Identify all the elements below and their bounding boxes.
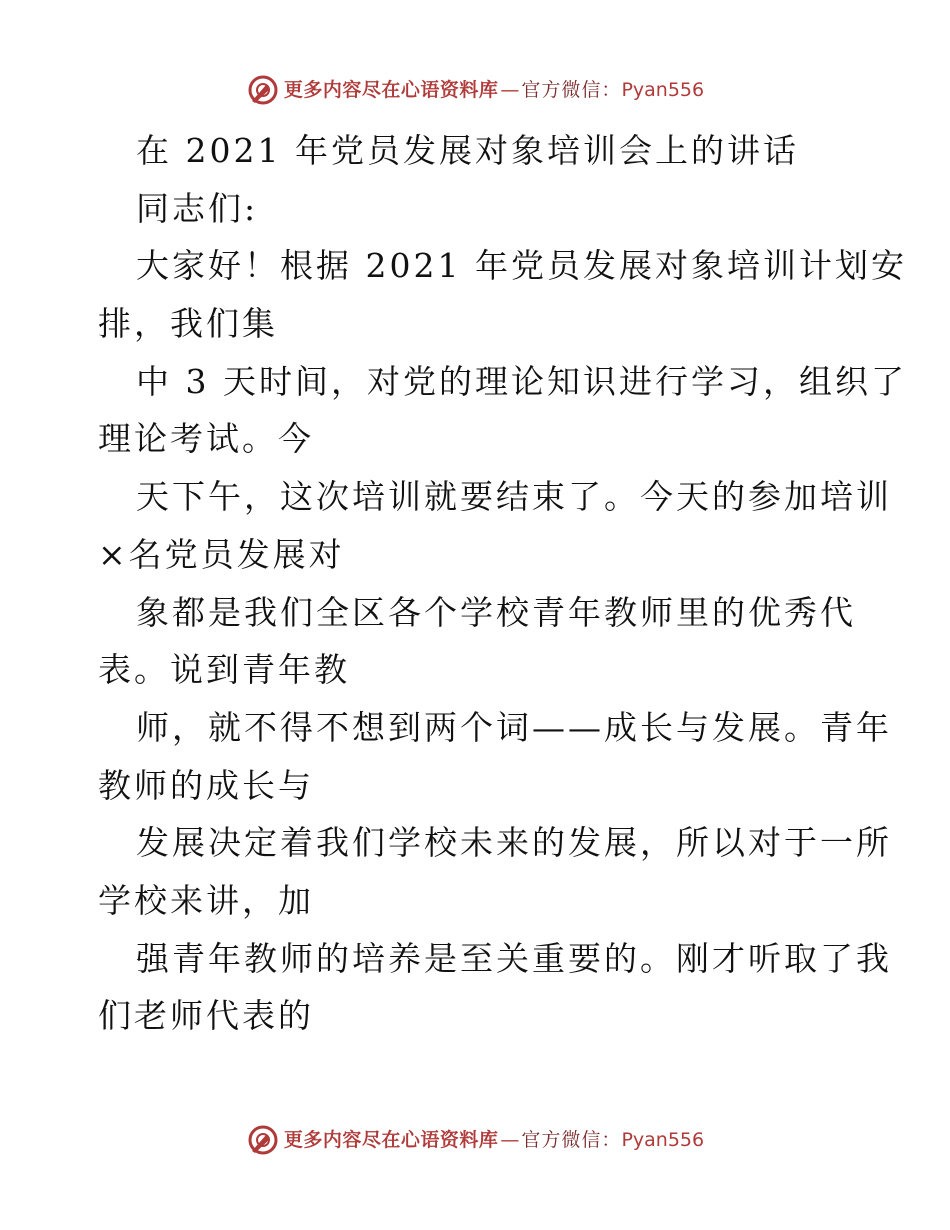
- watermark-brand-text: 更多内容尽在心语资料库: [283, 1129, 499, 1151]
- pen-nib-logo-icon: [246, 73, 280, 107]
- paragraph-line: 大家好！根据 2021 年党员发展对象培训计划安: [136, 246, 907, 286]
- paragraph-line: 中 3 天时间，对党的理论知识进行学习，组织了: [136, 361, 907, 401]
- header-watermark: [0, 70, 950, 110]
- paragraph-line: 表。说到青年教: [98, 650, 350, 690]
- watermark-wechat-id: Pyan556: [621, 79, 705, 101]
- paragraph-line: 教师的成长与: [98, 765, 314, 805]
- paragraph-line: 天下午，这次培训就要结束了。今天的参加培训: [136, 477, 892, 517]
- salutation: 同志们:: [136, 188, 259, 228]
- watermark-brand-text: 更多内容尽在心语资料库: [283, 79, 499, 101]
- pen-nib-logo-icon: [246, 1123, 280, 1157]
- paragraph-line: 象都是我们全区各个学校青年教师里的优秀代: [136, 592, 856, 632]
- paragraph-line: 师，就不得不想到两个词——成长与发展。青年: [136, 707, 892, 747]
- paragraph-line: 强青年教师的培养是至关重要的。刚才听取了我: [136, 938, 892, 978]
- watermark-wechat-label: 官方微信：: [521, 1129, 622, 1151]
- document-title: 在 2021 年党员发展对象培训会上的讲话: [136, 131, 799, 170]
- watermark-wechat-id: Pyan556: [621, 1129, 705, 1151]
- paragraph-line: ×名党员发展对: [98, 534, 345, 574]
- footer-watermark: [0, 1120, 950, 1160]
- paragraph-line: 学校来讲，加: [98, 880, 314, 920]
- watermark-wechat-label: 官方微信：: [521, 79, 622, 101]
- paragraph-line: 理论考试。今: [98, 419, 314, 459]
- watermark-separator: —: [500, 79, 520, 101]
- document-body: [98, 122, 907, 1045]
- watermark-separator: —: [500, 1129, 520, 1151]
- paragraph-line: 们老师代表的: [98, 996, 314, 1036]
- paragraph-line: 排，我们集: [98, 304, 278, 344]
- paragraph-line: 发展决定着我们学校未来的发展，所以对于一所: [136, 823, 892, 863]
